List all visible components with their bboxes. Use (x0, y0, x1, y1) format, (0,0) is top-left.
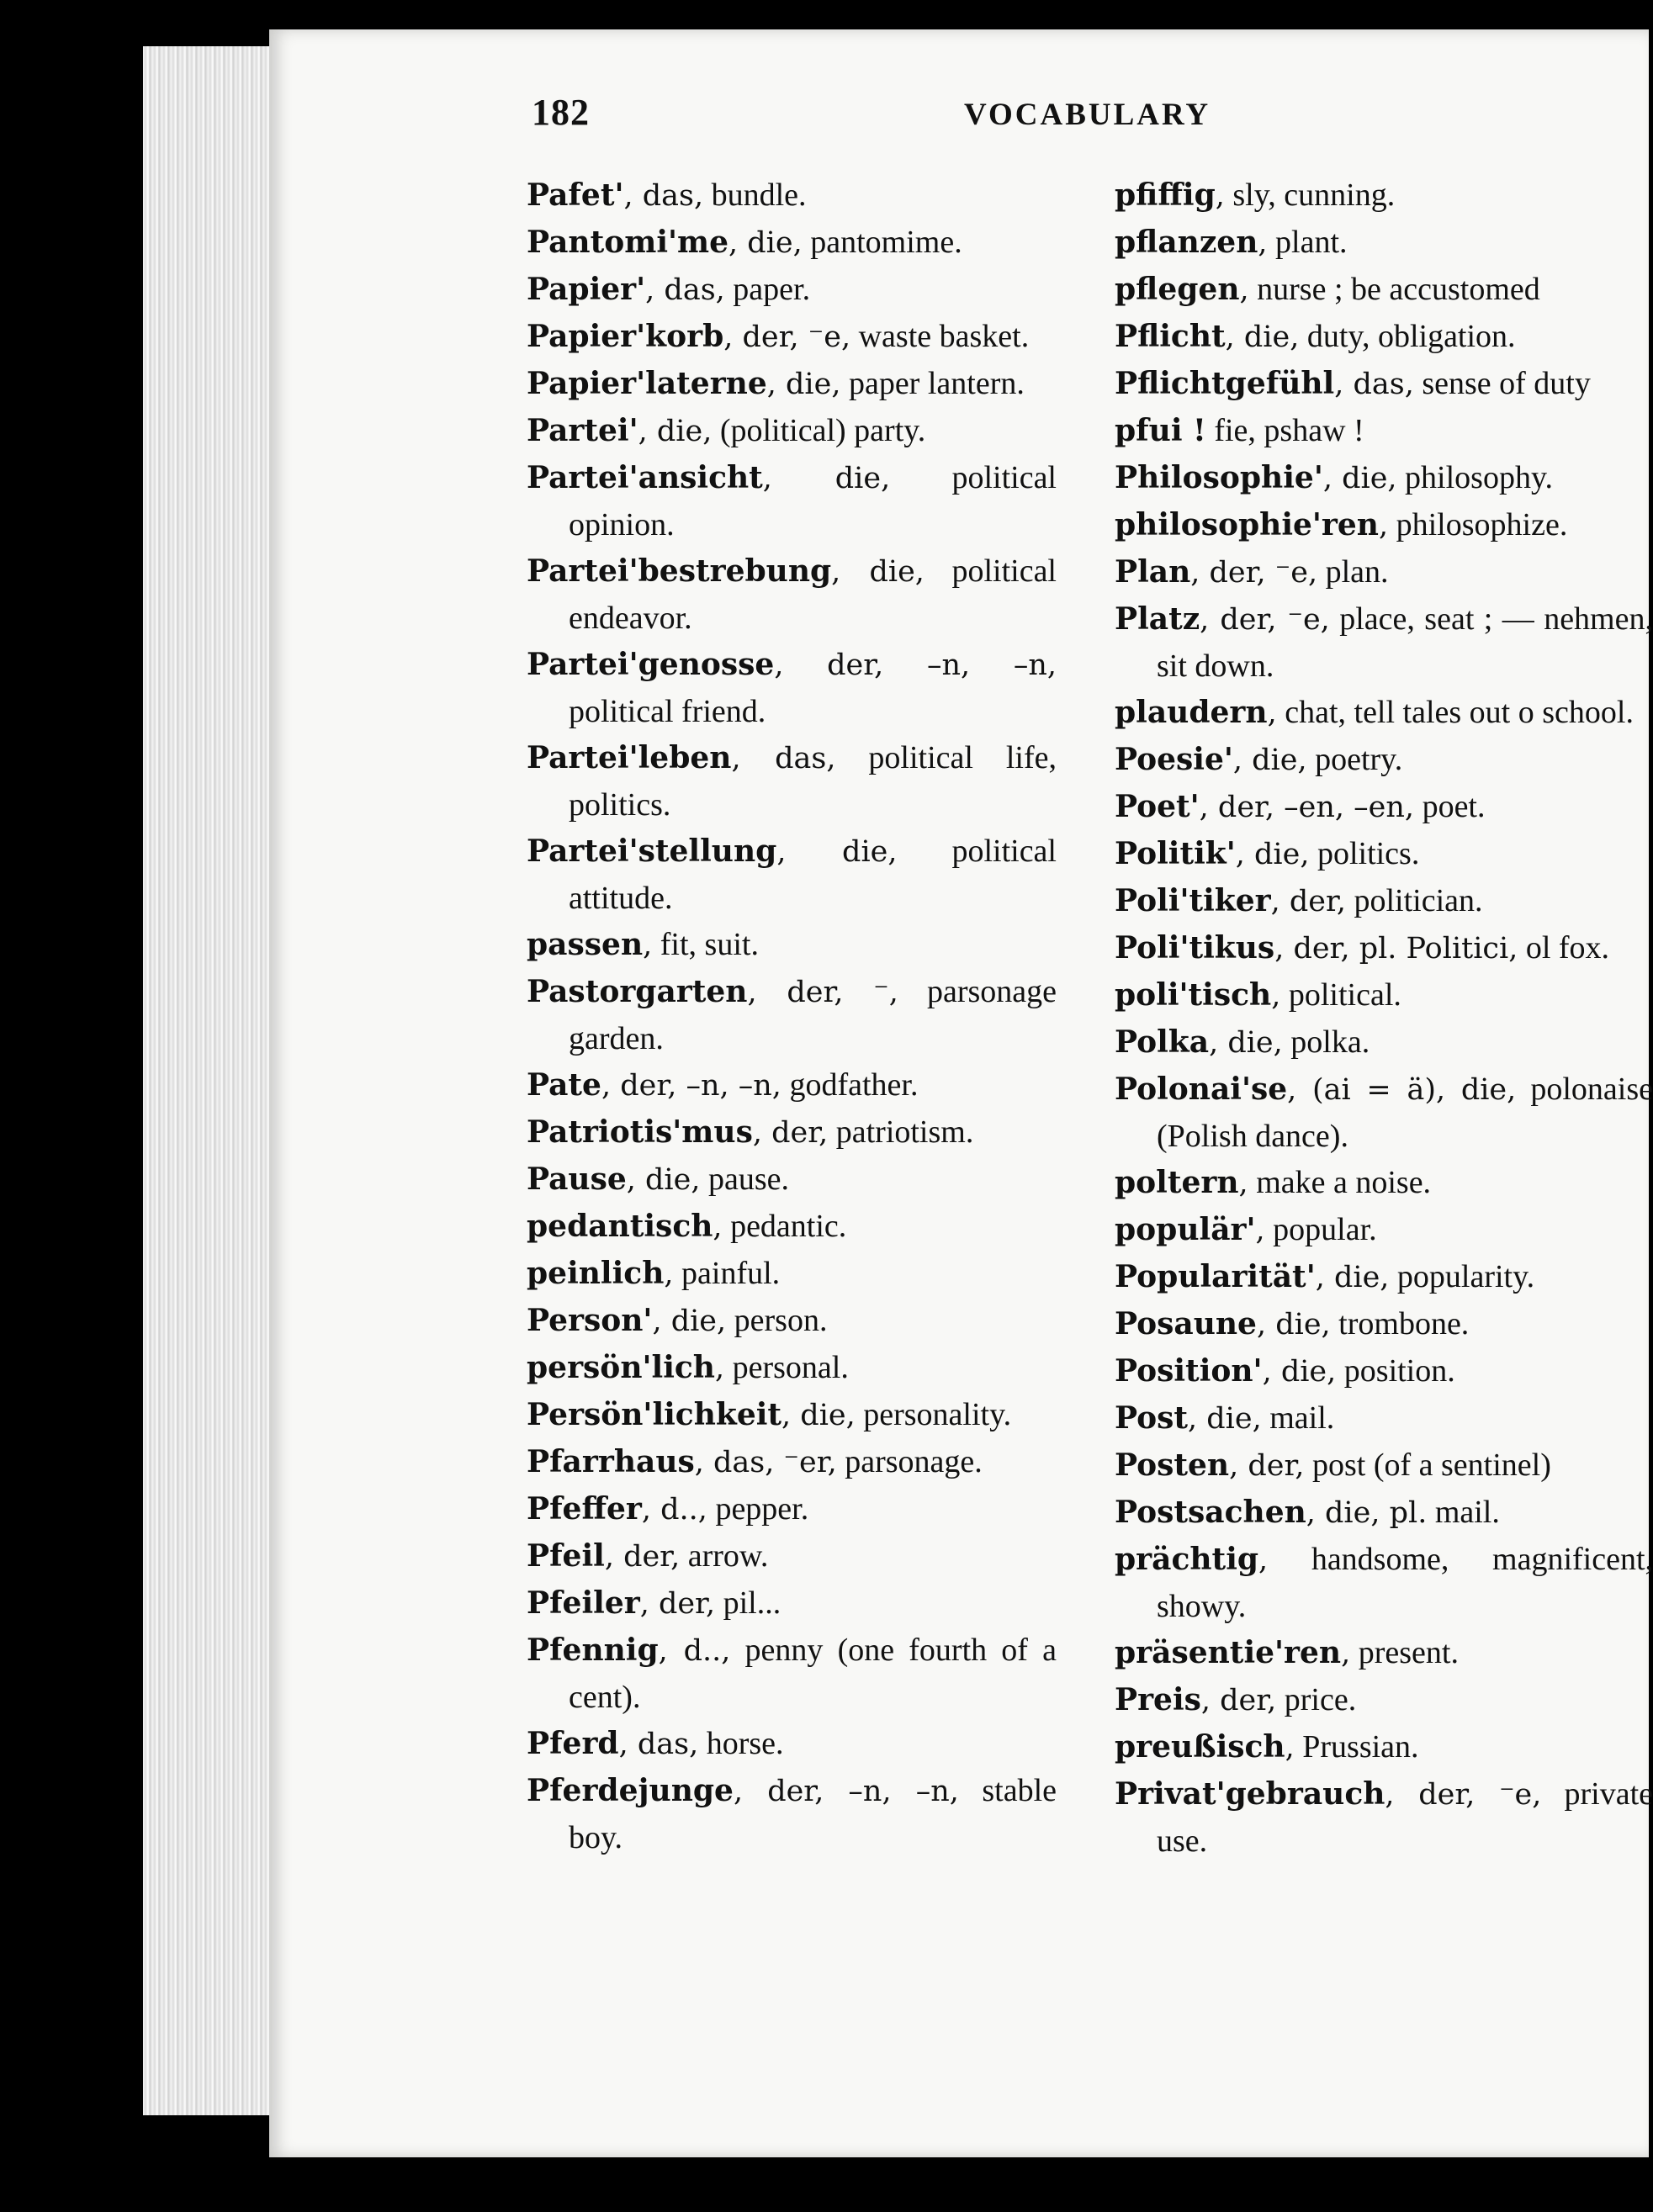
vocabulary-entry (527, 1439, 1057, 1486)
grammar-info: , die, (766, 368, 841, 401)
vocabulary-entry (527, 1109, 1057, 1156)
gloss: paper lantern. (840, 366, 1025, 401)
grammar-info: , (1239, 273, 1249, 307)
gloss: price. (1276, 1682, 1357, 1717)
vocabulary-entry (527, 172, 1057, 220)
vocabulary-entry (1115, 878, 1653, 925)
headword: Politik' (1115, 836, 1236, 871)
gloss: waste basket. (850, 319, 1030, 354)
headword: Partei'stellung (527, 833, 777, 869)
vocabulary-entry (1115, 1724, 1653, 1771)
vocabulary-entry (1115, 361, 1653, 408)
headword: Partei'genosse (527, 647, 775, 682)
headword: Post (1115, 1400, 1189, 1436)
gloss: poet. (1414, 789, 1486, 824)
gloss: chat, tell tales out o school. (1276, 695, 1634, 730)
gloss: bundle. (703, 177, 807, 213)
grammar-info: , der, (1200, 1684, 1277, 1717)
gloss: paper. (724, 272, 811, 307)
headword: Pfarrhaus (527, 1444, 695, 1479)
vocabulary-entry (527, 267, 1057, 314)
grammar-info: , das, (618, 1728, 699, 1761)
headword: Poli'tiker (1115, 883, 1271, 918)
grammar-info: , der, –n, –n, (733, 1775, 959, 1808)
right-column (1115, 172, 1653, 1865)
headword: Partei' (527, 413, 638, 448)
gloss: political endeavor. (569, 553, 1057, 636)
headword: philosophie'ren (1115, 507, 1379, 542)
grammar-info: , das, ⁻er, (694, 1446, 837, 1479)
gloss: godfather. (781, 1067, 919, 1103)
grammar-info: , (1255, 1214, 1265, 1247)
page-number: 182 (532, 92, 590, 133)
gloss: post (of a sentinel) (1304, 1447, 1551, 1483)
gloss: mail. (1261, 1400, 1335, 1436)
gloss: place, seat ; — nehmen, sit down. (1157, 601, 1653, 684)
grammar-info: , das, (645, 273, 725, 307)
gloss: ol fox. (1518, 930, 1610, 966)
vocabulary-entry (1115, 1442, 1653, 1490)
grammar-info: , die, (638, 415, 713, 448)
headword: poli'tisch (1115, 977, 1272, 1013)
gloss: poetry. (1306, 742, 1403, 777)
headword: pflanzen (1115, 225, 1258, 260)
grammar-info: , der, (639, 1587, 716, 1621)
grammar-info: , die, (1188, 1402, 1262, 1436)
vocabulary-entry (527, 1298, 1057, 1345)
vocabulary-entry (1115, 1537, 1653, 1630)
grammar-info: , (1238, 1167, 1248, 1200)
grammar-info: , (1341, 1637, 1351, 1670)
vocabulary-entry (1115, 1066, 1653, 1160)
headword: Posaune (1115, 1306, 1257, 1341)
headword: pfiffig (1115, 177, 1216, 213)
headword: Postsachen (1115, 1495, 1306, 1530)
vocabulary-entry (527, 1392, 1057, 1439)
gloss: political attitude. (569, 833, 1057, 916)
grammar-info: , die, (652, 1304, 727, 1338)
gloss: handsome, magnificent, showy. (1157, 1542, 1653, 1624)
grammar-info: , die, (1262, 1355, 1337, 1389)
grammar-info: , der, ⁻e, (1190, 556, 1318, 590)
grammar-info: , die, (1232, 744, 1307, 777)
headword: Persön'lichkeit (527, 1397, 782, 1432)
headword: persön'lich (527, 1350, 715, 1385)
grammar-info: , (643, 929, 653, 962)
vocabulary-entry (1115, 1677, 1653, 1724)
gloss: horse. (698, 1726, 784, 1761)
grammar-info: , das, (731, 742, 836, 775)
grammar-info: , die, (762, 462, 891, 495)
headword: Pferdejunge (527, 1773, 734, 1808)
grammar-info: , der, (752, 1116, 829, 1150)
gloss: person. (726, 1303, 828, 1338)
gloss: mail. (1427, 1495, 1500, 1530)
vocabulary-entry (1115, 972, 1653, 1019)
headword: Pfeil (527, 1538, 605, 1574)
vocabulary-entry (527, 220, 1057, 267)
vocabulary-entry (1115, 1301, 1653, 1348)
vocabulary-entry (527, 1204, 1057, 1251)
vocabulary-entry (1115, 737, 1653, 784)
grammar-info: , das, (1334, 368, 1414, 401)
vocabulary-entry (527, 1627, 1057, 1721)
headword: Poet' (1115, 789, 1200, 824)
grammar-info: , die, (626, 1163, 701, 1197)
gloss: pantomime. (802, 225, 962, 260)
headword: plaudern (1115, 695, 1268, 730)
headword: Pastorgarten (527, 974, 748, 1009)
grammar-info: , der, (1229, 1449, 1305, 1483)
gloss: pepper. (707, 1491, 809, 1527)
headword: Pantomi'me (527, 225, 729, 260)
grammar-info: , (664, 1257, 674, 1291)
vocabulary-entry (1115, 925, 1653, 972)
vocabulary-entry (527, 735, 1057, 828)
headword: Partei'bestrebung (527, 553, 832, 589)
gloss: present. (1350, 1635, 1459, 1670)
vocabulary-entry (1115, 1254, 1653, 1301)
headword: Pflichtgefühl (1115, 366, 1335, 401)
gloss: sly, cunning. (1224, 177, 1396, 213)
grammar-info: , die, pl. (1306, 1496, 1428, 1530)
headword: Pflicht (1115, 319, 1226, 354)
gloss: philosophize. (1388, 507, 1568, 542)
gloss: popularity. (1389, 1259, 1535, 1294)
vocabulary-entry (527, 969, 1057, 1062)
headword: Plan (1115, 554, 1191, 590)
gloss: patriotism. (828, 1114, 974, 1150)
headword: preußisch (1115, 1729, 1285, 1765)
vocabulary-entry (527, 1580, 1057, 1627)
grammar-info: , (1258, 226, 1268, 260)
vocabulary-entry (527, 1156, 1057, 1204)
headword: Poli'tikus (1115, 930, 1275, 966)
headword: Pate (527, 1067, 601, 1103)
vocabulary-entry (1115, 267, 1653, 314)
gloss: make a noise. (1248, 1165, 1432, 1200)
vocabulary-entry (1115, 172, 1653, 220)
headword: Patriotis'mus (527, 1114, 753, 1150)
grammar-info: , die, (1209, 1026, 1283, 1060)
gloss: plant. (1267, 225, 1348, 260)
headword: Philosophie' (1115, 460, 1323, 495)
vocabulary-entry (1115, 596, 1653, 690)
vocabulary-entry (527, 548, 1057, 642)
headword: pfui ! (1115, 413, 1206, 448)
vocabulary-entry (1115, 1207, 1653, 1254)
headword: Posten (1115, 1447, 1230, 1483)
vocabulary-entry (1115, 1348, 1653, 1395)
vocabulary-entry (1115, 690, 1653, 737)
headword: peinlich (527, 1256, 665, 1291)
headword: Poesie' (1115, 742, 1233, 777)
grammar-info: , der, ⁻e, (723, 320, 851, 354)
vocabulary-entry (1115, 1771, 1653, 1865)
grammar-info: , (1285, 1731, 1295, 1765)
vocabulary-entry (527, 455, 1057, 548)
grammar-info: , die, (1315, 1261, 1390, 1294)
vocabulary-entry (1115, 408, 1653, 455)
grammar-info: , d.., (641, 1493, 707, 1527)
gloss: political. (1280, 977, 1401, 1013)
headword: Privat'gebrauch (1115, 1776, 1385, 1812)
grammar-info: , der, (1270, 885, 1346, 918)
headword: Platz (1115, 601, 1200, 637)
gloss: pause. (700, 1162, 790, 1197)
grammar-info: , der, –n, –n, (774, 648, 1057, 682)
gloss: sense of duty (1413, 366, 1591, 401)
vocabulary-entry (527, 408, 1057, 455)
gloss: nurse ; be accustomed (1248, 272, 1540, 307)
headword: Person' (527, 1303, 653, 1338)
grammar-info: , (1378, 509, 1389, 542)
grammar-info: , (714, 1352, 725, 1385)
vocabulary-entry (1115, 549, 1653, 596)
headword: passen (527, 927, 644, 962)
gloss: politics. (1309, 836, 1420, 871)
grammar-info: , die, (1235, 838, 1310, 871)
grammar-info: , (1267, 696, 1277, 730)
vocabulary-entry (1115, 502, 1653, 549)
vocabulary-entry (527, 828, 1057, 922)
vocabulary-entry (527, 642, 1057, 735)
grammar-info: , die, (831, 555, 925, 589)
gloss: trombone. (1330, 1306, 1470, 1341)
gloss: political life, politics. (569, 740, 1057, 823)
grammar-info: , das, (623, 179, 704, 213)
grammar-info: , die, (1256, 1308, 1331, 1341)
gloss: pedantic. (722, 1209, 847, 1244)
vocabulary-entry (1115, 455, 1653, 502)
headword: Papier'korb (527, 319, 724, 354)
grammar-info: , die, (1225, 320, 1300, 354)
gloss: Prussian. (1294, 1729, 1419, 1765)
headword: Pfeffer (527, 1491, 642, 1527)
gloss: position. (1336, 1353, 1455, 1389)
vocabulary-entry (527, 1533, 1057, 1580)
grammar-info: , die, (728, 226, 803, 260)
vocabulary-entry (527, 922, 1057, 969)
vocabulary-entry (527, 1721, 1057, 1768)
headword: Pafet' (527, 177, 624, 213)
headword: Pause (527, 1162, 627, 1197)
grammar-info: , (1271, 979, 1281, 1013)
vocabulary-entry (527, 1345, 1057, 1392)
vocabulary-entry (1115, 1395, 1653, 1442)
headword: Polka (1115, 1024, 1210, 1060)
grammar-info: , der, pl. Politici, (1274, 932, 1518, 966)
vocabulary-entry (527, 1486, 1057, 1533)
gloss: fit, suit. (652, 927, 759, 962)
left-column (527, 172, 1057, 1861)
vocabulary-entry (1115, 831, 1653, 878)
vocabulary-entry (527, 314, 1057, 361)
grammar-info: , der, ⁻e, (1200, 603, 1330, 637)
gloss: arrow. (680, 1538, 769, 1574)
grammar-info: , der, ⁻, (747, 976, 898, 1009)
grammar-info: , die, (781, 1399, 856, 1432)
gloss: fie, pshaw ! (1205, 413, 1364, 448)
page-edges (143, 46, 286, 2115)
gloss: polka. (1282, 1024, 1370, 1060)
grammar-info: , der, ⁻e, (1385, 1778, 1542, 1812)
grammar-info: , der, –n, –n, (601, 1069, 781, 1103)
grammar-info: , die, (1322, 462, 1397, 495)
vocabulary-entry (527, 361, 1057, 408)
vocabulary-entry (1115, 1490, 1653, 1537)
headword: Pfennig (527, 1633, 659, 1668)
headword: Partei'ansicht (527, 460, 763, 495)
grammar-info: , d.., (658, 1634, 731, 1668)
gloss: parsonage garden. (569, 974, 1057, 1056)
grammar-info: , (ai = ä), die, (1287, 1073, 1517, 1107)
grammar-info: , (1215, 179, 1225, 213)
grammar-info: , (1258, 1543, 1269, 1577)
gloss: private use. (1157, 1776, 1653, 1859)
gloss: personality. (855, 1397, 1012, 1432)
headword: Pfeiler (527, 1585, 640, 1621)
grammar-info: , die, (776, 835, 898, 869)
gloss: parsonage. (836, 1444, 983, 1479)
gloss: stable boy. (569, 1773, 1057, 1855)
gloss: polonaise (Polish dance). (1157, 1072, 1653, 1154)
headword: populär' (1115, 1212, 1256, 1247)
gloss: political opinion. (569, 460, 1057, 542)
gloss: popular. (1264, 1212, 1377, 1247)
headword: Papier'laterne (527, 366, 767, 401)
headword: Preis (1115, 1682, 1201, 1717)
headword: prächtig (1115, 1542, 1259, 1577)
vocabulary-entry (1115, 1019, 1653, 1066)
headword: präsentie'ren (1115, 1635, 1342, 1670)
headword: Pferd (527, 1726, 619, 1761)
vocabulary-entry (1115, 1160, 1653, 1207)
gloss: philosophy. (1396, 460, 1553, 495)
headword: pedantisch (527, 1209, 713, 1244)
vocabulary-entry (1115, 784, 1653, 831)
gloss: personal. (724, 1350, 849, 1385)
vocabulary-entry (527, 1062, 1057, 1109)
gloss: pil... (715, 1585, 781, 1621)
headword: Polonai'se (1115, 1072, 1288, 1107)
gloss: plan. (1317, 554, 1389, 590)
gloss: duty, obligation. (1299, 319, 1516, 354)
vocabulary-entry (527, 1768, 1057, 1861)
gloss: penny (one fourth of a cent). (569, 1633, 1057, 1715)
running-head: VOCABULARY (964, 98, 1211, 132)
gloss: painful. (673, 1256, 781, 1291)
headword: Papier' (527, 272, 646, 307)
gloss: (political) party. (712, 413, 926, 448)
headword: poltern (1115, 1165, 1239, 1200)
headword: Partei'leben (527, 740, 732, 775)
grammar-info: , der, –en, –en, (1199, 791, 1415, 824)
vocabulary-entry (527, 1251, 1057, 1298)
vocabulary-entry (1115, 220, 1653, 267)
grammar-info: , der, (604, 1540, 681, 1574)
headword: Position' (1115, 1353, 1263, 1389)
gloss: political friend. (569, 694, 766, 729)
headword: Popularität' (1115, 1259, 1316, 1294)
vocabulary-entry (1115, 314, 1653, 361)
headword: pflegen (1115, 272, 1240, 307)
grammar-info: , (713, 1210, 723, 1244)
vocabulary-entry (1115, 1630, 1653, 1677)
gloss: politician. (1346, 883, 1483, 918)
